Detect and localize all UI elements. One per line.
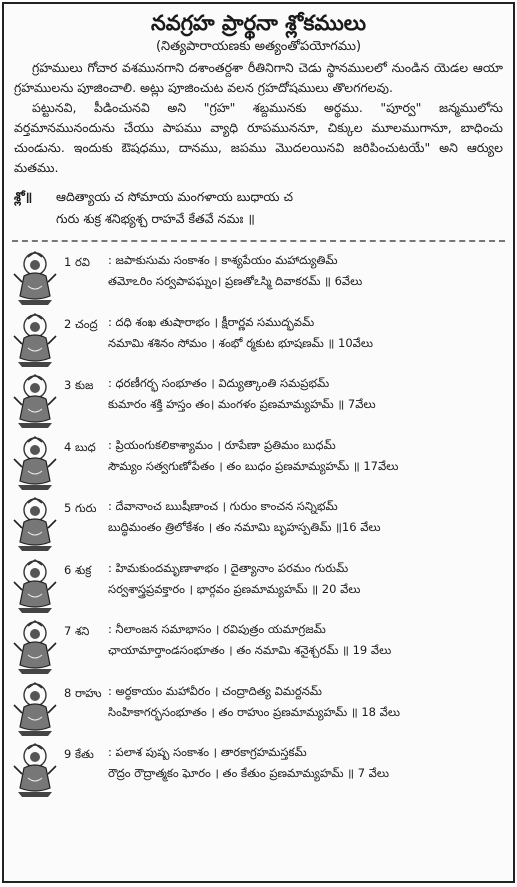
graha-verse-line-2: నమామి శశినం సోమం । శంభో ర్మకుట భూషణమ్ ॥ 10వేలు xyxy=(108,335,373,350)
sloka-line-2: గురు శుక్ర శనిభ్యశ్చ రాహవే కేతవే నమః ॥ xyxy=(56,211,255,226)
graha-verse xyxy=(104,373,507,415)
rahu-deity-icon xyxy=(10,681,60,737)
graha-verse-line-2: రౌద్రం రౌద్రాత్మకం ఘోరం । తం కేతుం ప్రణమామ్యహమ్ ॥ 7 వేలు xyxy=(108,766,389,780)
graha-verse-line-1: : పలాశ పుష్ప సంకాశం । తారకాగ్రహమస్తకమ్ xyxy=(108,745,307,759)
shukra-deity-icon xyxy=(10,558,60,614)
graha-row xyxy=(10,677,507,739)
sloka-lines xyxy=(56,186,293,230)
graha-list xyxy=(10,246,507,800)
ketu-deity-icon xyxy=(10,742,60,798)
graha-label: 7 శని xyxy=(64,624,90,638)
graha-verse-line-1: : దధి శంఖ తుషారాభం । క్షీరార్ణవ సముద్భవమ్ xyxy=(108,314,315,329)
page-subtitle: (నిత్యపారాయణకు అత్యంతోపయోగము) xyxy=(155,39,362,54)
graha-verse-line-1: : జపాకుసుమ సంకాశం । కాశ్యపేయం మహాద్యుతిమ్ xyxy=(108,253,338,267)
graha-verse-line-1: : దేవానాంచ ఋషీణాంచ । గురుం కాంచన సన్నిభమ్ xyxy=(108,499,338,513)
graha-label: 8 రాహు xyxy=(64,685,102,700)
graha-verse-line-1: : ప్రియంగుకలికాశ్యామం । రూపేణా ప్రతిమం బుధమ్ xyxy=(108,437,336,452)
graha-verse xyxy=(104,312,507,354)
graha-label: 4 బుధ xyxy=(64,439,96,454)
graha-row xyxy=(10,431,507,493)
graha-row xyxy=(10,308,507,370)
graha-row xyxy=(10,738,507,800)
graha-verse xyxy=(104,742,507,784)
main-sloka xyxy=(14,186,503,230)
page-title: నవగ్రహ ప్రార్థనా శ్లోకములు xyxy=(151,11,366,35)
document-page xyxy=(2,2,515,883)
graha-verse-line-2: సర్వశాస్త్రప్రవక్తారం । భార్గవం ప్రణమామ్యహమ్ ॥ 20 వేలు xyxy=(108,581,361,596)
intro-paragraph-2: పట్టునవి, పీడించునవి అని "గ్రహ" శబ్దమునకు అర్థము. "పూర్వ" జన్మములోను వర్తమానమునందును చేయు పాపము వ్యాధి రూపముననూ, చిక్కుల మూలముగానూ, బాధించు చుండును. ఇందుకు ఔషధము, దానము, జపము మొదలయినవి జరిపించుటయే" అని ఆర్యుల మతము. xyxy=(14,100,503,175)
graha-verse xyxy=(104,435,507,477)
intro-paragraph-1: గ్రహములు గోచార వశమునగాని దశాంతర్దశా రీతినిగాని చెడు స్థానములలో నుండిన యెడల ఆయా గ్రహములను పూజించాలి. అట్లు పూజించుట వలన గ్రహదోషములు తొలగగలవు. xyxy=(14,60,503,95)
graha-label: 1 రవి xyxy=(64,255,90,269)
graha-verse-line-2: సింహికాగర్భసంభూతం । తం రాహుం ప్రణమామ్యహమ్ ॥ 18 వేలు xyxy=(108,704,400,719)
graha-verse xyxy=(104,619,507,661)
graha-label: 5 గురు xyxy=(64,501,97,515)
graha-verse xyxy=(104,496,507,538)
sloka-line-1: ఆదిత్యాయ చ సోమాయ మంగళాయ బుధాయ చ xyxy=(56,189,293,204)
shani-deity-icon xyxy=(10,619,60,675)
sloka-mark: శ్లో॥ xyxy=(14,189,33,204)
graha-verse-line-1: : అర్ధకాయం మహావీరం । చంద్రాదిత్య విమర్దనమ్ xyxy=(108,683,322,698)
graha-row xyxy=(10,554,507,616)
guru-deity-icon xyxy=(10,496,60,552)
intro-text xyxy=(14,58,503,178)
graha-verse xyxy=(104,250,507,292)
graha-verse-line-2: తమోఽరిం సర్వపాపఘ్నం। ప్రణతోఽస్మి దివాకరమ్ ॥ 6వేలు xyxy=(108,274,363,288)
graha-verse-line-2: ఛాయామార్తాండసంభూతం । తం నమామి శనైశ్చరమ్ ॥ 19 వేలు xyxy=(108,643,392,657)
chandra-deity-icon xyxy=(10,312,60,368)
graha-verse-line-1: : నీలాంజన సమాభాసం । రవిపుత్రం యమాగ్రజమ్ xyxy=(108,622,326,636)
divider xyxy=(12,240,505,242)
graha-row xyxy=(10,246,507,308)
graha-verse xyxy=(104,681,507,723)
graha-verse-line-2: కుమారం శక్తి హస్తం తం। మంగళం ప్రణమామ్యహమ్ ॥ 7వేలు xyxy=(108,397,376,411)
graha-row xyxy=(10,615,507,677)
budha-deity-icon xyxy=(10,435,60,491)
graha-label: 6 శుక్ర xyxy=(64,562,92,577)
graha-verse-line-2: బుద్ధిమంతం త్రిలోకేశం । తం నమామి బృహస్పతిమ్ ॥16 వేలు xyxy=(108,520,381,534)
graha-label: 2 చంద్ర xyxy=(64,316,98,331)
graha-row xyxy=(10,369,507,431)
graha-verse-line-1: : ధరణీగర్భ సంభూతం । విద్యుత్కాంతి సమప్రభమ్ xyxy=(108,376,330,390)
graha-label: 9 కేతు xyxy=(64,747,94,761)
graha-verse-line-1: : హిమకుందమృణాళాభం । దైత్యానాం పరమం గురుమ్ xyxy=(108,560,349,575)
graha-row xyxy=(10,492,507,554)
graha-verse-line-2: సౌమ్యం సత్వగుణోపేతం । తం బుధం ప్రణమామ్యహమ్ ॥ 17వేలు xyxy=(108,458,399,473)
graha-verse xyxy=(104,558,507,600)
kuja-deity-icon xyxy=(10,373,60,429)
surya-deity-icon xyxy=(10,250,60,306)
graha-label: 3 కుజ xyxy=(64,378,94,392)
